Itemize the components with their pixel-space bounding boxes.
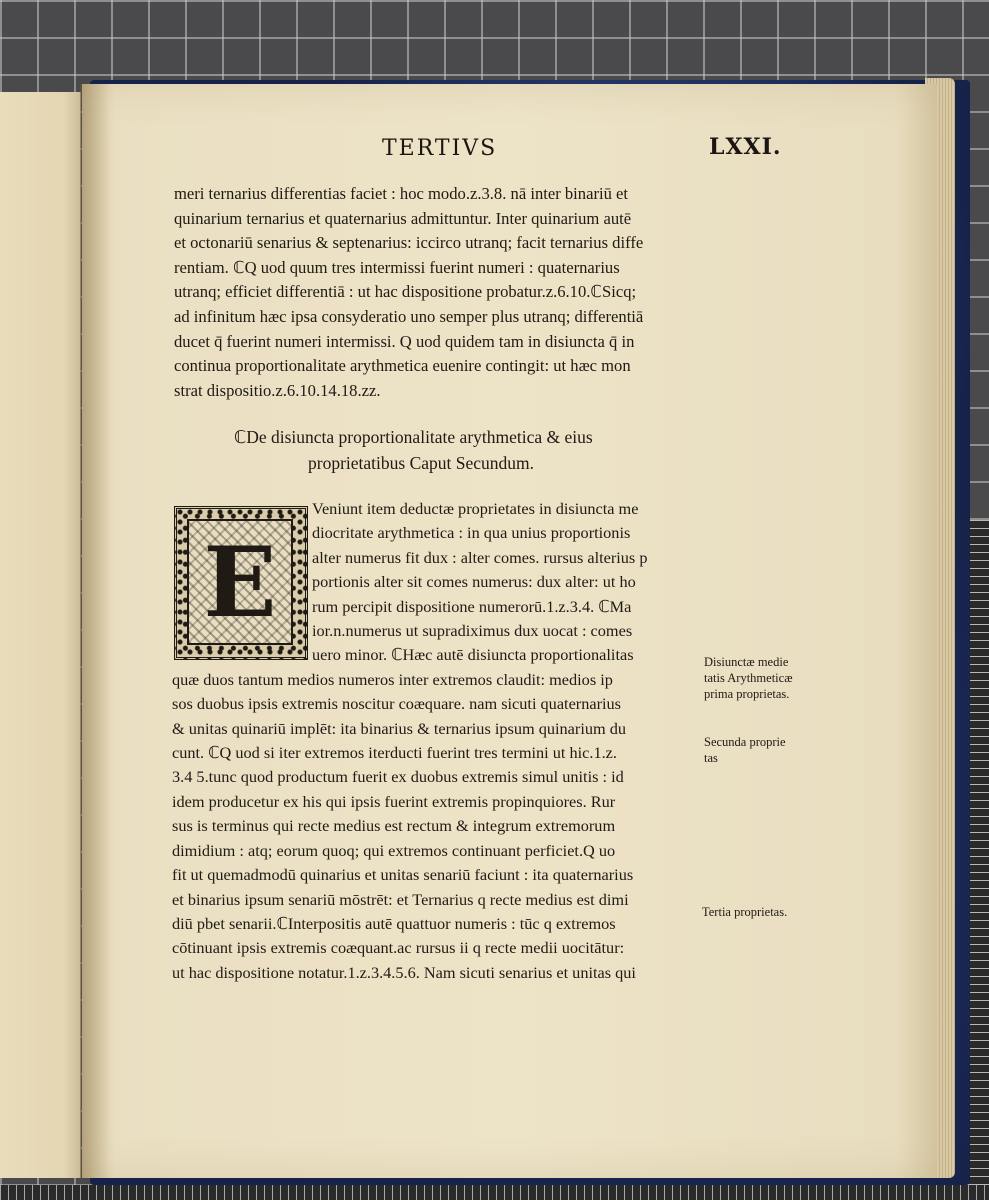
margin-note-line: prima proprietas. <box>704 687 790 701</box>
text-line: sos duobus ipsis extremis noscitur coæquare. nam sicuti quaternarius <box>172 694 622 714</box>
chapter-heading <box>234 424 654 476</box>
margin-note-line: Disiunctæ medie <box>704 655 789 669</box>
text-line: diocritate arythmetica : in qua unius proportionis <box>312 523 631 543</box>
text-line: continua proportionalitate arythmetica euenire contingit: ut hæc mon <box>174 356 631 376</box>
text-line: sus is terminus qui recte medius est rectum & integrum extremorum <box>172 816 616 836</box>
text-line: meri ternarius differentias faciet : hoc modo.z.3.8. nā inter binariū et <box>174 184 629 203</box>
text-line: et octonariū senarius & septenarius: iccirco utranq; facit ternarius diffe <box>174 233 644 253</box>
facing-page <box>0 92 81 1178</box>
initial-letter: E <box>187 519 293 645</box>
text-line: alter numerus fit dux : alter comes. rursus alterius p <box>312 547 648 567</box>
margin-note-line: tas <box>704 751 718 765</box>
text-line: 3.4 5.tunc quod productum fuerit ex duobus extremis simul unitis : id <box>172 767 624 787</box>
text-line: & unitas quinariū implēt: ita binarius & ternarius ipsum quinarium du <box>172 718 626 738</box>
text-line: portionis alter sit comes numerus: dux alter: ut ho <box>312 572 636 592</box>
margin-note-second-property <box>704 734 786 766</box>
folio-number: LXXI. <box>709 134 782 160</box>
chapter-heading-line: ℂDe disiuncta proportionalitate arythmetica & eius <box>234 427 593 447</box>
running-title: TERTIVS <box>382 136 498 161</box>
book-page <box>82 84 937 1178</box>
text-line: et binarius ipsum senariū mōstrēt: et Ternarius q recte medius est dimi <box>172 889 629 909</box>
text-line: uero minor. ℂHæc autē disiuncta proportionalitas <box>312 645 634 665</box>
text-line: idem producetur ex his qui ipsis fuerint extremis propinquiores. Rur <box>172 791 616 811</box>
text-line: ducet q̄ fuerint numeri intermissi. Q uod quidem tam in disiuncta q̄ in <box>174 331 635 351</box>
text-line: quinarium ternarius et quaternarius admittuntur. Inter quinarium autē <box>174 208 632 228</box>
text-line: fit ut quemadmodū quinarius et unitas senariū faciunt : ita quaternarius <box>172 865 634 885</box>
text-line: diū pbet senarii.ℂInterpositis autē quattuor numeris : tūc q extremos <box>172 913 616 933</box>
chapter-body <box>172 497 694 985</box>
margin-note-first-property <box>704 654 793 702</box>
text-line: ior.n.numerus ut supradiximus dux uocat : comes <box>312 621 633 641</box>
chapter-heading-line: proprietatibus Caput Secundum. <box>308 453 535 473</box>
text-line: rentiam. ℂQ uod quum tres intermissi fuerint numeri : quaternarius <box>174 257 620 277</box>
text-line: quæ duos tantum medios numeros inter extremos claudit: medios ip <box>172 669 613 689</box>
text-line: utranq; efficiet differentiā : ut hac dispositione probatur.z.6.10.ℂSicq; <box>174 282 637 302</box>
text-line: rum percipit dispositione numerorū.1.z.3.4. ℂMa <box>312 596 632 616</box>
text-line: ut hac dispositione notatur.1.z.3.4.5.6. Nam sicuti senarius et unitas qui <box>172 962 636 982</box>
text-line: dimidium : atq; eorum quoq; qui extremos continuant perficiet.Q uo <box>172 840 616 860</box>
bottom-ruler <box>0 1185 989 1200</box>
opening-paragraph <box>174 182 694 403</box>
text-line: ad infinitum hæc ipsa consyderatio uno semper plus utranq; differentiā <box>174 306 644 326</box>
gutter-shadow <box>80 84 110 1178</box>
margin-note-line: tatis Arythmeticæ <box>704 671 793 685</box>
text-line: cōtinuant ipsis extremis coæquant.ac rursus ii q recte medii uocitātur: <box>172 938 625 958</box>
text-line: Veniunt item deductæ proprietates in disiuncta me <box>312 499 639 518</box>
margin-note-line: Secunda proprie <box>704 735 786 749</box>
text-line: cunt. ℂQ uod si iter extremos iterducti fuerint tres termini ut hic.1.z. <box>172 743 617 763</box>
margin-note-third-property: Tertia proprietas. <box>702 905 788 919</box>
text-line: strat dispositio.z.6.10.14.18.zz. <box>174 380 381 400</box>
